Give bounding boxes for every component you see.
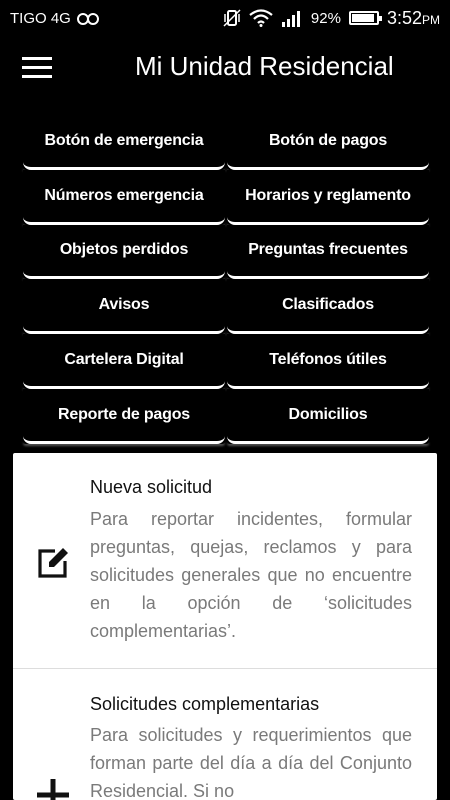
- clock-suffix: PM: [422, 12, 440, 27]
- classifieds-button[interactable]: Clasificados: [227, 279, 429, 334]
- status-left: [10, 10, 99, 27]
- useful-phones-button[interactable]: Teléfonos útiles: [227, 334, 429, 389]
- new-request-card[interactable]: [13, 453, 437, 669]
- schedules-rules-button[interactable]: Horarios y reglamento: [227, 170, 429, 225]
- request-cards: [13, 453, 437, 800]
- status-right: [223, 8, 440, 29]
- emergency-button[interactable]: Botón de emergencia: [23, 115, 225, 170]
- voicemail-icon: [77, 13, 99, 23]
- battery-percent: 92%: [310, 9, 341, 27]
- app-bar: [0, 36, 450, 98]
- clock-time: 3:52: [386, 7, 422, 28]
- emergency-numbers-button[interactable]: Números emergencia: [23, 170, 225, 225]
- faq-button[interactable]: Preguntas frecuentes: [227, 225, 429, 280]
- lost-items-button[interactable]: Objetos perdidos: [23, 225, 225, 280]
- card-title: Solicitudes complementarias: [90, 694, 320, 714]
- signal-icon: [281, 9, 303, 27]
- payments-button[interactable]: Botón de pagos: [227, 115, 429, 170]
- complementary-requests-card[interactable]: [13, 669, 437, 800]
- clock: [387, 8, 440, 29]
- deliveries-button[interactable]: Domicilios: [227, 389, 429, 444]
- card-description: Para solicitudes y requerimientos que forman parte del día a día del Conjunto Residencial. Si no: [90, 725, 412, 800]
- plus-icon: [35, 777, 71, 800]
- card-description: Para reportar incidentes, formular preguntas, quejas, reclamos y para solicitudes generales que no encuentre en la opción de ‘solicitudes complementarias’.: [90, 509, 412, 641]
- battery-icon: [349, 11, 379, 25]
- vibrate-icon: [223, 9, 241, 27]
- card-title: Nueva solicitud: [90, 477, 213, 497]
- edit-icon: [35, 545, 71, 581]
- shortcut-grid: [22, 115, 430, 444]
- wifi-icon: [249, 9, 273, 27]
- digital-board-button[interactable]: Cartelera Digital: [23, 334, 225, 389]
- app-title: Mi Unidad Residencial: [135, 51, 394, 81]
- battery-fill: [352, 14, 374, 22]
- carrier-label: TIGO 4G: [10, 9, 71, 27]
- hamburger-menu-icon[interactable]: [22, 57, 52, 78]
- status-bar: [0, 0, 450, 36]
- notices-button[interactable]: Avisos: [23, 279, 225, 334]
- payment-report-button[interactable]: Reporte de pagos: [23, 389, 225, 444]
